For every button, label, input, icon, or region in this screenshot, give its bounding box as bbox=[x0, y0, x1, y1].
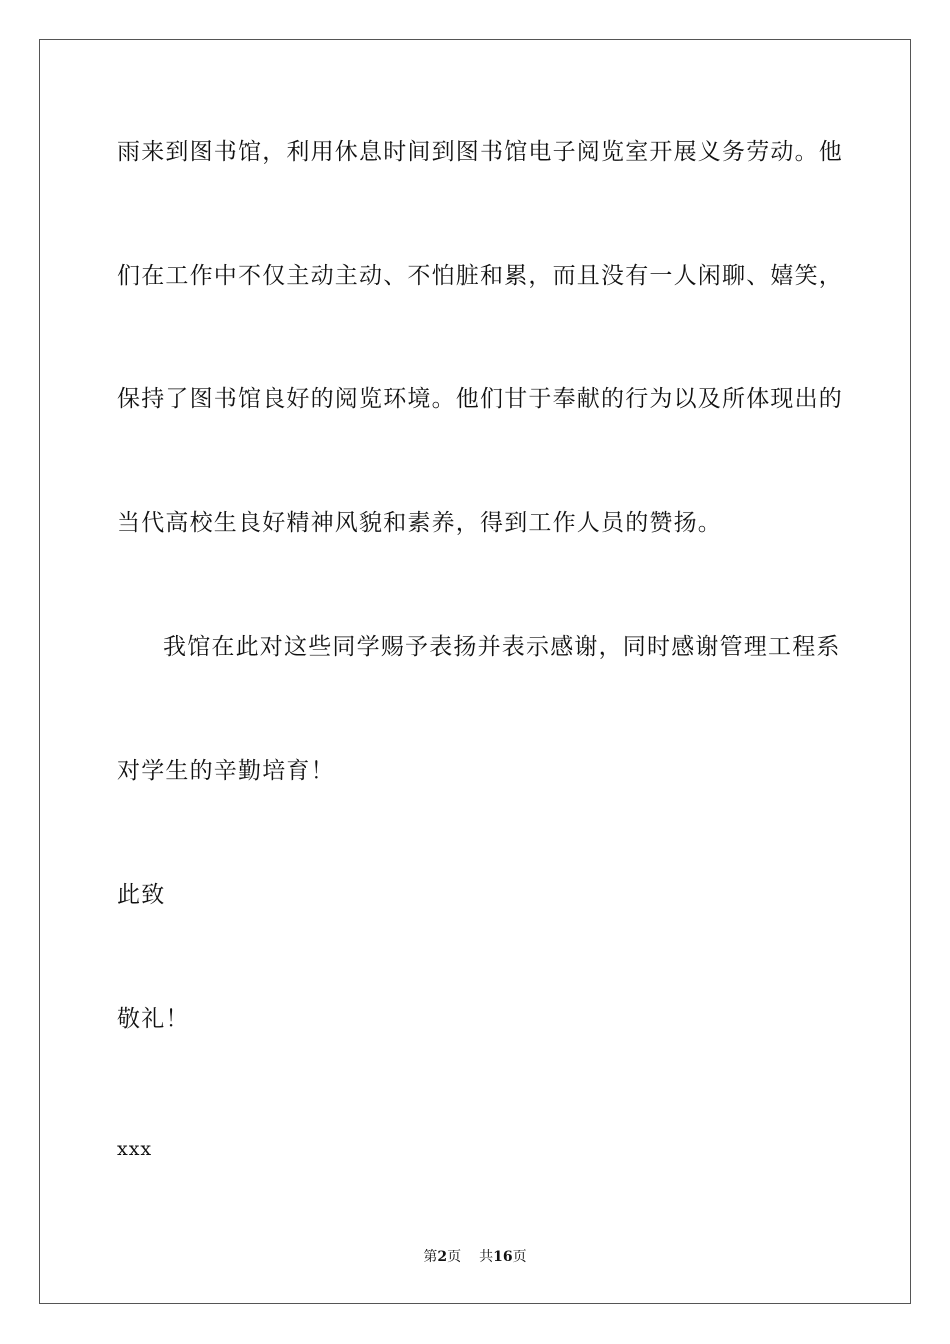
body-line-1: 雨来到图书馆，利用休息时间到图书馆电子阅览室开展义务劳动。他 bbox=[117, 139, 843, 165]
closing-regards: 敬礼！ bbox=[117, 1006, 190, 1032]
body-line-2: 们在工作中不仅主动主动、不怕脏和累，而且没有一人闲聊、嬉笑， bbox=[117, 263, 843, 289]
total-prefix: 共 bbox=[479, 1249, 494, 1265]
page-number: 2 bbox=[437, 1249, 448, 1265]
body-paragraph-2-line-1: 我馆在此对这些同学赐予表扬并表示感谢，同时感谢管理工程系 bbox=[163, 634, 841, 660]
body-paragraph-2-line-2: 对学生的辛勤培育！ bbox=[117, 758, 335, 784]
body-line-4: 当代高校生良好精神风貌和素养，得到工作人员的赞扬。 bbox=[117, 510, 722, 536]
page-prefix: 第 bbox=[423, 1249, 438, 1265]
body-line-3: 保持了图书馆良好的阅览环境。他们甘于奉献的行为以及所体现出的 bbox=[117, 386, 843, 412]
page-suffix: 页 bbox=[447, 1249, 462, 1265]
total-pages: 16 bbox=[493, 1249, 513, 1265]
closing-salutation: 此致 bbox=[117, 882, 166, 908]
signature: xxx bbox=[117, 1138, 153, 1160]
page-footer bbox=[0, 1248, 950, 1266]
total-suffix: 页 bbox=[512, 1249, 527, 1265]
page-border bbox=[39, 39, 911, 1304]
